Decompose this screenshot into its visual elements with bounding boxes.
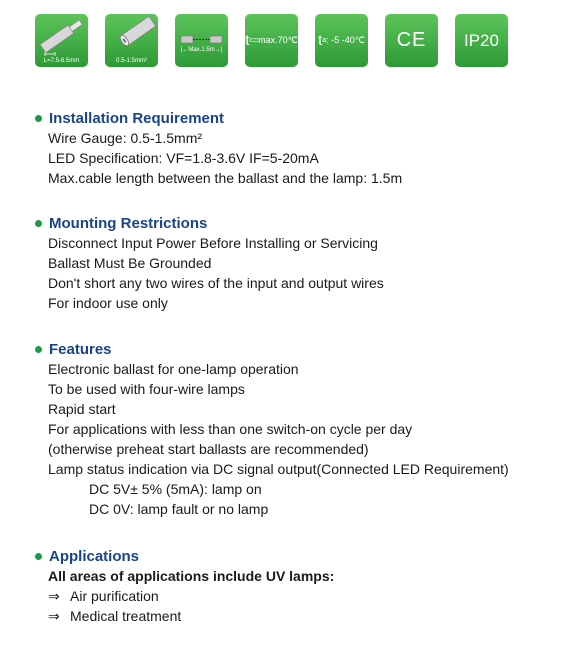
installation-heading: [35, 108, 402, 128]
bullet-icon: [35, 553, 42, 560]
feature-line: Electronic ballast for one-lamp operation: [48, 361, 299, 377]
feature-sub-line: DC 5V± 5% (5mA): lamp on: [89, 481, 262, 497]
features-section: [35, 339, 509, 519]
ta-subscript: a: [322, 37, 327, 44]
installation-line: Max.cable length between the ballast and the lamp: 1.5m: [48, 170, 403, 186]
cable-length-caption: |←Max.1.5m→|: [180, 47, 223, 53]
ta-symbol: t: [318, 32, 323, 49]
tc-symbol: t: [245, 32, 250, 49]
wire-gauge-icon: [105, 14, 158, 67]
applications-section: [35, 546, 334, 626]
installation-title: Installation Requirement: [49, 109, 225, 127]
ta-temperature-icon: [315, 14, 368, 67]
feature-line: (otherwise preheat start ballasts are recommended): [48, 441, 369, 457]
ip20-icon: [455, 14, 508, 67]
ce-mark-icon: [385, 14, 438, 67]
mounting-line: Disconnect Input Power Before Installing or Servicing: [48, 235, 378, 251]
ta-value: : -5 -40℃: [326, 35, 365, 45]
features-heading: [35, 339, 509, 359]
tc-value: =max.70℃: [252, 35, 298, 45]
mounting-section: [35, 213, 384, 313]
ip20-text: IP20: [464, 30, 499, 50]
arrow-right-icon: ⇒: [48, 608, 60, 624]
feature-line: To be used with four-wire lamps: [48, 381, 245, 397]
mounting-line: For indoor use only: [48, 295, 168, 311]
ce-mark-text: CE: [396, 29, 427, 51]
tc-temperature-icon: [245, 14, 298, 67]
arrow-right-icon: ⇒: [48, 588, 60, 604]
installation-line: Wire Gauge: 0.5-1.5mm²: [48, 130, 203, 146]
cable-length-icon: [175, 14, 228, 67]
mounting-line: Ballast Must Be Grounded: [48, 255, 212, 271]
application-item-label: Medical treatment: [70, 608, 182, 624]
mounting-title: Mounting Restrictions: [49, 214, 208, 232]
feature-line: Rapid start: [48, 401, 116, 417]
features-title: Features: [49, 340, 112, 358]
application-item: [35, 606, 334, 626]
installation-section: [35, 108, 402, 188]
spec-icon-row: [35, 14, 508, 67]
applications-intro: All areas of applications include UV lamps:: [48, 568, 335, 584]
wire-strip-caption: L=7.5-8.5mm: [43, 58, 80, 64]
bullet-icon: [35, 115, 42, 122]
tc-subscript: c: [249, 37, 253, 44]
mounting-heading: [35, 213, 384, 233]
mounting-line: Don't short any two wires of the input and output wires: [48, 275, 384, 291]
wire-strip-icon: [35, 14, 88, 67]
bullet-icon: [35, 346, 42, 353]
bullet-icon: [35, 220, 42, 227]
applications-title: Applications: [49, 547, 140, 565]
feature-line: For applications with less than one switch-on cycle per day: [48, 421, 413, 437]
application-item-label: Air purification: [70, 588, 159, 604]
applications-heading: [35, 546, 334, 566]
feature-line: Lamp status indication via DC signal output(Connected LED Requirement): [48, 461, 509, 477]
application-item: [35, 586, 334, 606]
wire-gauge-caption: 0.5-1.5mm²: [116, 58, 147, 64]
feature-sub-line: DC 0V: lamp fault or no lamp: [89, 501, 269, 517]
installation-line: LED Specification: VF=1.8-3.6V IF=5-20mA: [48, 150, 319, 166]
